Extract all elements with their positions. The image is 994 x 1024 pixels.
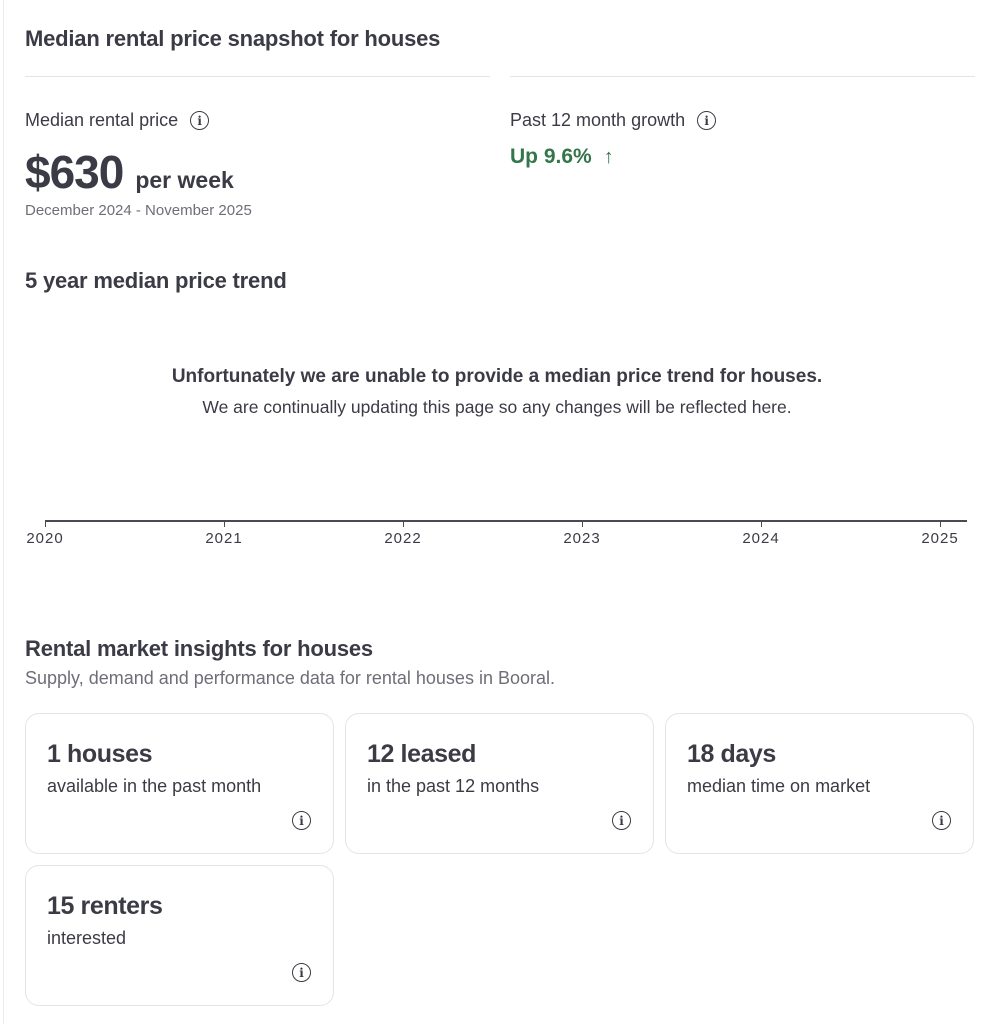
info-icon[interactable]: i: [932, 811, 951, 830]
x-axis-tick: [224, 520, 225, 527]
x-axis-tick: [45, 520, 46, 527]
insight-card-days-on-market: [665, 713, 974, 854]
x-axis-tick-label: 2025: [921, 530, 959, 547]
info-icon[interactable]: i: [612, 811, 631, 830]
page-title: Median rental price snapshot for houses: [25, 26, 441, 51]
info-icon[interactable]: i: [292, 811, 311, 830]
x-axis-tick: [940, 520, 941, 527]
insight-card-description: available in the past month: [47, 776, 262, 796]
growth-value: Up 9.6%: [510, 145, 592, 168]
insight-card-value: 15 renters: [47, 892, 163, 920]
trend-unavailable-body: We are continually updating this page so any changes will be reflected here.: [202, 397, 792, 417]
insight-card-leased: [345, 713, 654, 854]
insight-card-description: in the past 12 months: [367, 776, 540, 796]
trend-unavailable-title: Unfortunately we are unable to provide a median price trend for houses.: [171, 366, 823, 387]
insight-card-value: 12 leased: [367, 740, 476, 768]
median-price-value: $630: [25, 146, 124, 198]
info-icon[interactable]: i: [697, 111, 716, 130]
insight-card-description: median time on market: [687, 776, 871, 796]
median-price-label-row: [25, 110, 209, 131]
trend-x-axis: [45, 520, 967, 522]
growth-value-row: [510, 145, 614, 169]
divider-left: [25, 76, 490, 77]
growth-label-row: [510, 110, 716, 131]
x-axis-tick-label: 2022: [384, 530, 422, 547]
divider-right: [510, 76, 975, 77]
insight-card-renters: [25, 865, 334, 1006]
median-price-unit: per week: [135, 167, 234, 193]
insight-card-value: 1 houses: [47, 740, 153, 768]
insight-card-value: 18 days: [687, 740, 776, 768]
insight-card-description: interested: [47, 928, 127, 948]
info-icon[interactable]: i: [292, 963, 311, 982]
left-border: [3, 0, 4, 1024]
info-icon[interactable]: i: [190, 111, 209, 130]
insights-title: Rental market insights for houses: [25, 636, 373, 661]
x-axis-tick-label: 2023: [563, 530, 601, 547]
x-axis-tick: [403, 520, 404, 527]
insights-subtitle: Supply, demand and performance data for rental houses in Booral.: [25, 668, 555, 688]
arrow-up-icon: ↑: [603, 145, 614, 168]
x-axis-tick-label: 2020: [26, 530, 64, 547]
x-axis-tick: [582, 520, 583, 527]
x-axis-tick-label: 2024: [742, 530, 780, 547]
x-axis-tick-label: 2021: [205, 530, 243, 547]
median-price-label: Median rental price: [25, 110, 179, 130]
insight-card-available: [25, 713, 334, 854]
trend-title: 5 year median price trend: [25, 268, 287, 293]
growth-label: Past 12 month growth: [510, 110, 686, 130]
x-axis-tick: [761, 520, 762, 527]
median-price-period: December 2024 - November 2025: [25, 202, 252, 219]
median-price-value-row: [25, 145, 234, 199]
